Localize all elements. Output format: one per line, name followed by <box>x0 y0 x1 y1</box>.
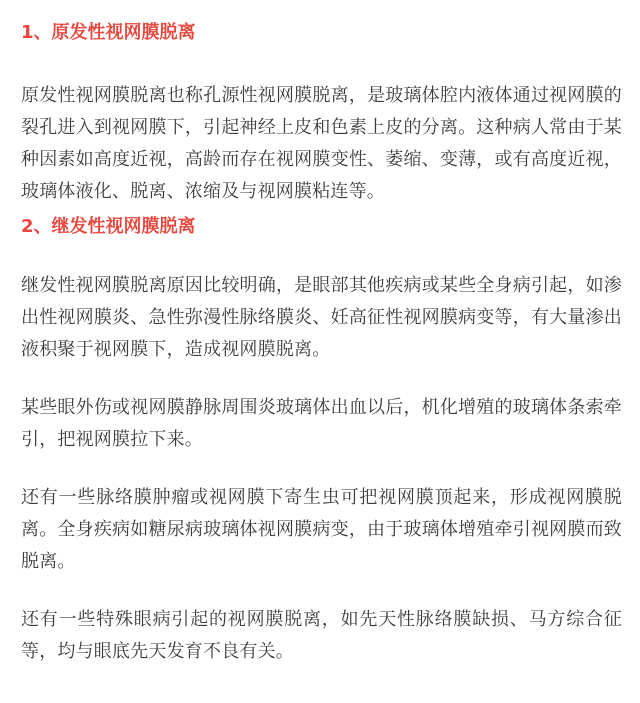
section-heading-primary: 1、原发性视网膜脱离 <box>21 22 196 43</box>
paragraph-trauma-cause: 某些眼外伤或视网膜静脉周围炎玻璃体出血以后，机化增殖的玻璃体条索牵引，把视网膜拉下来。 <box>21 397 622 450</box>
paragraph-primary-definition: 原发性视网膜脱离也称孔源性视网膜脱离，是玻璃体腔内液体通过视网膜的裂孔进入到视网膜下，引起神经上皮和色素上皮的分离。这种病人常由于某种因素如高度近视，高龄而存在视网膜变性、萎缩、变薄，或有高度近视，玻璃体液化、脱离、浓缩及与视网膜粘连等。 <box>21 85 622 202</box>
paragraph-congenital-cause: 还有一些特殊眼病引起的视网膜脱离，如先天性脉络膜缺损、马方综合征等，均与眼底先天发育不良有关。 <box>21 609 622 662</box>
paragraph-secondary-definition: 继发性视网膜脱离原因比较明确，是眼部其他疾病或某些全身病引起，如渗出性视网膜炎、急性弥漫性脉络膜炎、妊高征性视网膜病变等，有大量渗出液积聚于视网膜下，造成视网膜脱离。 <box>21 275 622 360</box>
paragraph-tumor-cause: 还有一些脉络膜肿瘤或视网膜下寄生虫可把视网膜顶起来，形成视网膜脱离。全身疾病如糖尿病玻璃体视网膜病变，由于玻璃体增殖牵引视网膜而致脱离。 <box>21 487 622 572</box>
section-heading-secondary: 2、继发性视网膜脱离 <box>21 216 196 237</box>
